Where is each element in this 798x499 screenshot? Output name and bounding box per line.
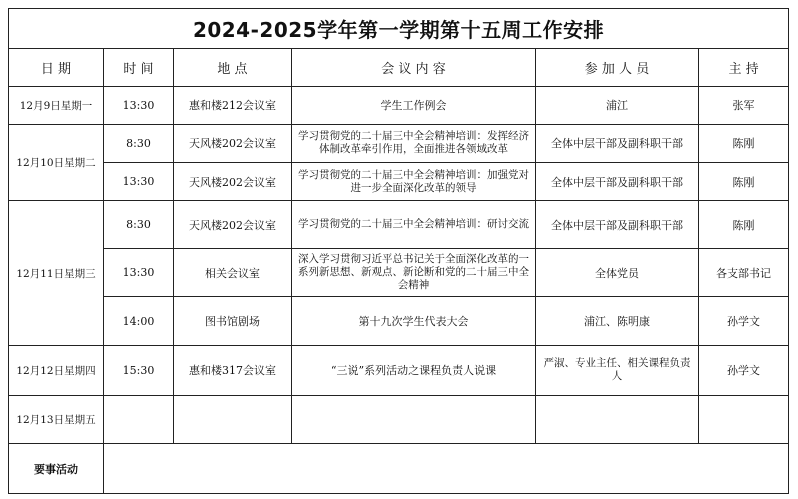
page-title: 2024-2025学年第一学期第十五周工作安排: [9, 9, 789, 49]
participants-cell: 严淑、专业主任、相关课程负责人: [536, 346, 699, 396]
key-events-content: [104, 444, 789, 494]
host-cell: 孙学文: [699, 297, 789, 346]
place-cell: 天风楼202会议室: [174, 124, 292, 162]
table-row: [9, 163, 789, 201]
content-cell: 深入学习贯彻习近平总书记关于全面深化改革的一系列新思想、新观点、新论断和党的二十届三中全会精神: [292, 248, 536, 297]
content-cell: [292, 395, 536, 444]
time-cell: 13:30: [104, 248, 174, 297]
place-cell: 惠和楼212会议室: [174, 86, 292, 124]
content-cell: 学习贯彻党的二十届三中全会精神培训：加强党对进一步全面深化改革的领导: [292, 163, 536, 201]
place-cell: 图书馆剧场: [174, 297, 292, 346]
table-row: [9, 201, 789, 249]
place-cell: 惠和楼317会议室: [174, 346, 292, 396]
header-content: 会 议 内 容: [292, 49, 536, 86]
participants-cell: [536, 395, 699, 444]
participants-cell: 全体党员: [536, 248, 699, 297]
table-row: [9, 248, 789, 297]
time-cell: 8:30: [104, 124, 174, 162]
time-cell: [104, 395, 174, 444]
key-events-label: 要事活动: [9, 444, 104, 494]
table-row: [9, 297, 789, 346]
host-cell: [699, 395, 789, 444]
header-time: 时 间: [104, 49, 174, 86]
place-cell: 天风楼202会议室: [174, 201, 292, 249]
participants-cell: 全体中层干部及副科职干部: [536, 163, 699, 201]
host-cell: 陈刚: [699, 124, 789, 162]
place-cell: 天风楼202会议室: [174, 163, 292, 201]
content-cell: 第十九次学生代表大会: [292, 297, 536, 346]
host-cell: 各支部书记: [699, 248, 789, 297]
date-cell: 12月11日星期三: [9, 201, 104, 346]
place-cell: [174, 395, 292, 444]
host-cell: 孙学文: [699, 346, 789, 396]
header-place: 地 点: [174, 49, 292, 86]
time-cell: 8:30: [104, 201, 174, 249]
content-cell: “三说”系列活动之课程负责人说课: [292, 346, 536, 396]
participants-cell: 全体中层干部及副科职干部: [536, 124, 699, 162]
time-cell: 13:30: [104, 86, 174, 124]
content-cell: 学习贯彻党的二十届三中全会精神培训：研讨交流: [292, 201, 536, 249]
content-cell: 学生工作例会: [292, 86, 536, 124]
date-cell: 12月10日星期二: [9, 124, 104, 201]
host-cell: 陈刚: [699, 163, 789, 201]
participants-cell: 浦江、陈明康: [536, 297, 699, 346]
host-cell: 陈刚: [699, 201, 789, 249]
header-date: 日 期: [9, 49, 104, 86]
place-cell: 相关会议室: [174, 248, 292, 297]
date-cell: 12月9日星期一: [9, 86, 104, 124]
time-cell: 14:00: [104, 297, 174, 346]
header-participants: 参 加 人 员: [536, 49, 699, 86]
time-cell: 15:30: [104, 346, 174, 396]
table-row: [9, 395, 789, 444]
header-host: 主 持: [699, 49, 789, 86]
table-row: [9, 86, 789, 124]
date-cell: 12月12日星期四: [9, 346, 104, 396]
time-cell: 13:30: [104, 163, 174, 201]
content-cell: 学习贯彻党的二十届三中全会精神培训：发挥经济体制改革牵引作用，全面推进各领域改革: [292, 124, 536, 162]
date-cell: 12月13日星期五: [9, 395, 104, 444]
table-row: [9, 346, 789, 396]
table-row: [9, 124, 789, 162]
participants-cell: 浦江: [536, 86, 699, 124]
schedule-table: [8, 8, 789, 494]
participants-cell: 全体中层干部及副科职干部: [536, 201, 699, 249]
host-cell: 张军: [699, 86, 789, 124]
key-events-row: [9, 444, 789, 494]
